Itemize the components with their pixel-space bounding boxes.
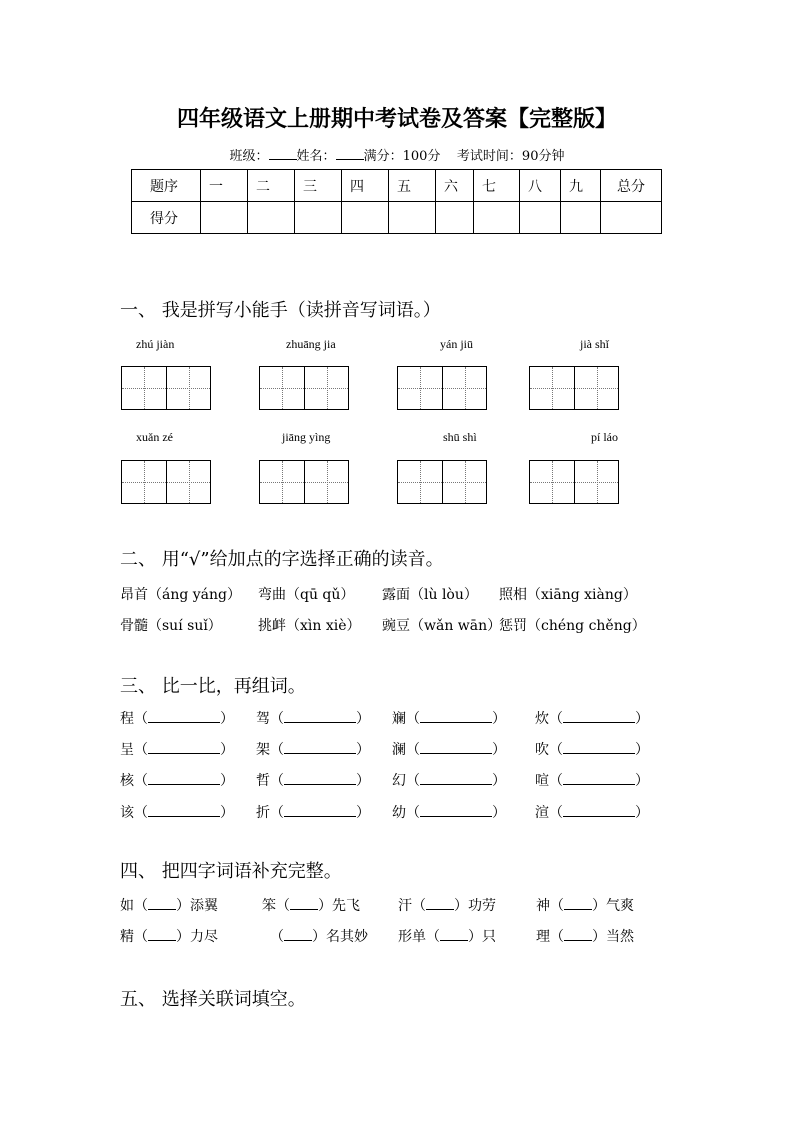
score-cell[interactable] [520,202,561,234]
open-paren: （ [134,773,148,789]
reading-choice[interactable]: 昂首（áng yáng） [120,587,242,603]
word-building-item [535,739,649,759]
answer-blank[interactable] [420,710,492,723]
writing-grid[interactable] [397,460,487,504]
idiom-suffix: ）力尽 [176,929,218,945]
close-paren: ） [356,805,370,821]
character: 折 [256,805,270,821]
idiom-item [262,895,360,915]
class-blank[interactable] [269,147,297,160]
answer-blank[interactable] [420,741,492,754]
answer-blank[interactable] [148,710,220,723]
writing-grid[interactable] [259,366,349,410]
answer-blank[interactable] [420,804,492,817]
word-building-item [256,739,370,759]
pinyin-label: zhú jiàn [136,337,175,351]
word-building-item [392,708,506,728]
score-row-label: 得分 [132,202,201,234]
writing-grid[interactable] [529,460,619,504]
close-paren: ） [220,711,234,727]
word-building-item [256,708,370,728]
idiom-suffix: ）气爽 [592,898,634,914]
score-table [131,169,662,234]
open-paren: （ [270,742,284,758]
score-header-cell: 五 [389,170,436,202]
open-paren: （ [406,805,420,821]
open-paren: （ [549,742,563,758]
answer-blank[interactable] [284,772,356,785]
name-blank[interactable] [336,147,364,160]
character: 架 [256,742,270,758]
score-header-cell: 四 [342,170,389,202]
score-header-cell: 总分 [601,170,662,202]
section-3-heading: 三、 比一比，再组词。 [120,676,306,697]
idiom-item [398,895,496,915]
open-paren: （ [134,711,148,727]
pinyin-label: xuǎn zé [136,430,173,444]
answer-blank[interactable] [284,741,356,754]
idiom-prefix: 汗（ [398,898,426,914]
character: 哲 [256,773,270,789]
reading-choice[interactable]: 照相（xiāng xiàng） [499,587,637,603]
answer-blank[interactable] [563,772,635,785]
word-building-item [392,770,506,790]
open-paren: （ [270,805,284,821]
reading-choice[interactable]: 骨髓（suí suǐ） [120,618,222,634]
open-paren: （ [270,773,284,789]
open-paren: （ [549,805,563,821]
section-5-heading: 五、 选择关联词填空。 [120,989,306,1010]
word-building-item [535,708,649,728]
score-table-header-row [132,170,662,202]
idiom-item [270,926,368,946]
character: 斓 [392,711,406,727]
answer-blank[interactable] [563,804,635,817]
answer-blank[interactable] [148,804,220,817]
idiom-item [398,926,496,946]
word-building-item [120,708,234,728]
answer-blank[interactable] [284,710,356,723]
section-4-heading: 四、 把四字词语补充完整。 [120,861,342,882]
idiom-prefix: 精（ [120,929,148,945]
score-cell[interactable] [436,202,474,234]
score-table-score-row [132,202,662,234]
character: 澜 [392,742,406,758]
idiom-suffix: ）功劳 [454,898,496,914]
character: 幼 [392,805,406,821]
character: 喧 [535,773,549,789]
open-paren: （ [549,773,563,789]
reading-choice[interactable]: 露面（lù lòu） [382,587,478,603]
word-building-item [120,770,234,790]
score-header-cell: 七 [474,170,520,202]
pinyin-label: yán jiū [440,337,473,351]
open-paren: （ [134,805,148,821]
idiom-suffix: ）名其妙 [312,929,368,945]
close-paren: ） [635,773,649,789]
word-building-item [392,739,506,759]
score-cell[interactable] [561,202,601,234]
character: 该 [120,805,134,821]
answer-blank[interactable] [563,710,635,723]
idiom-prefix: 笨（ [262,898,290,914]
score-cell[interactable] [248,202,295,234]
idiom-suffix: ）先飞 [318,898,360,914]
score-cell[interactable] [201,202,248,234]
idiom-blank[interactable] [426,897,454,910]
close-paren: ） [356,773,370,789]
score-cell[interactable] [601,202,662,234]
pinyin-label: zhuāng jia [286,337,336,351]
close-paren: ） [492,711,506,727]
class-label: 班级： [229,149,269,164]
idiom-blank[interactable] [564,897,592,910]
score-cell[interactable] [474,202,520,234]
reading-choice[interactable]: 惩罚（chéng chěng） [499,618,646,634]
writing-grid[interactable] [121,460,211,504]
score-cell[interactable] [295,202,342,234]
writing-grid[interactable] [259,460,349,504]
open-paren: （ [549,711,563,727]
word-building-item [392,802,506,822]
idiom-item [120,926,218,946]
character: 核 [120,773,134,789]
character: 呈 [120,742,134,758]
word-building-item [256,770,370,790]
open-paren: （ [270,711,284,727]
idiom-prefix: 神（ [536,898,564,914]
idiom-blank[interactable] [440,928,468,941]
writing-grid[interactable] [529,366,619,410]
score-header-cell: 八 [520,170,561,202]
answer-blank[interactable] [148,772,220,785]
close-paren: ） [635,805,649,821]
idiom-suffix: ）当然 [592,929,634,945]
close-paren: ） [220,773,234,789]
answer-blank[interactable] [148,741,220,754]
idiom-blank[interactable] [290,897,318,910]
idiom-prefix: 理（ [536,929,564,945]
close-paren: ） [356,711,370,727]
word-building-item [120,739,234,759]
open-paren: （ [406,711,420,727]
pinyin-label: jiāng yìng [282,430,331,444]
word-building-item [535,770,649,790]
name-label: 姓名： [296,149,336,164]
idiom-item [536,926,634,946]
score-header-cell: 二 [248,170,295,202]
close-paren: ） [635,711,649,727]
close-paren: ） [356,742,370,758]
word-building-item [535,802,649,822]
idiom-item [120,895,218,915]
reading-choice[interactable]: 弯曲（qū qǔ） [258,587,355,603]
score-cell[interactable] [389,202,436,234]
close-paren: ） [220,805,234,821]
idiom-prefix: 形单（ [398,929,440,945]
close-paren: ） [220,742,234,758]
close-paren: ） [492,773,506,789]
close-paren: ） [492,805,506,821]
score-header-cell: 六 [436,170,474,202]
idiom-prefix: 如（ [120,898,148,914]
idiom-item [536,895,634,915]
idiom-blank[interactable] [148,928,176,941]
open-paren: （ [406,773,420,789]
idiom-suffix: ）只 [468,929,496,945]
pinyin-label: pí láo [591,430,618,444]
answer-blank[interactable] [284,804,356,817]
idiom-blank[interactable] [564,928,592,941]
score-header-cell: 九 [561,170,601,202]
open-paren: （ [134,742,148,758]
idiom-blank[interactable] [284,928,312,941]
section-2-heading: 二、 用“√”给加点的字选择正确的读音。 [120,549,444,570]
character: 吹 [535,742,549,758]
answer-blank[interactable] [420,772,492,785]
score-header-cell: 题序 [132,170,201,202]
score-header-cell: 三 [295,170,342,202]
character: 驾 [256,711,270,727]
character: 渲 [535,805,549,821]
character: 程 [120,711,134,727]
pinyin-label: jià shǐ [580,337,609,351]
page-title: 四年级语文上册期中考试卷及答案【完整版】 [176,106,617,132]
character: 炊 [535,711,549,727]
open-paren: （ [406,742,420,758]
section-1-heading: 一、 我是拼写小能手（读拼音写词语。） [120,300,441,321]
exam-time-label: 考试时间：90分钟 [456,149,565,164]
idiom-prefix: （ [270,929,284,945]
close-paren: ） [635,742,649,758]
character: 幻 [392,773,406,789]
pinyin-label: shū shì [443,430,477,444]
idiom-suffix: ）添翼 [176,898,218,914]
answer-blank[interactable] [563,741,635,754]
exam-info [0,145,794,164]
score-cell[interactable] [342,202,389,234]
word-building-item [256,802,370,822]
reading-choice[interactable]: 挑衅（xìn xiè） [258,618,361,634]
score-header-cell: 一 [201,170,248,202]
reading-choice[interactable]: 豌豆（wǎn wān） [382,618,502,634]
word-building-item [120,802,234,822]
close-paren: ） [492,742,506,758]
full-score-label: 满分：100分 [363,149,441,164]
writing-grid[interactable] [397,366,487,410]
writing-grid[interactable] [121,366,211,410]
idiom-blank[interactable] [148,897,176,910]
